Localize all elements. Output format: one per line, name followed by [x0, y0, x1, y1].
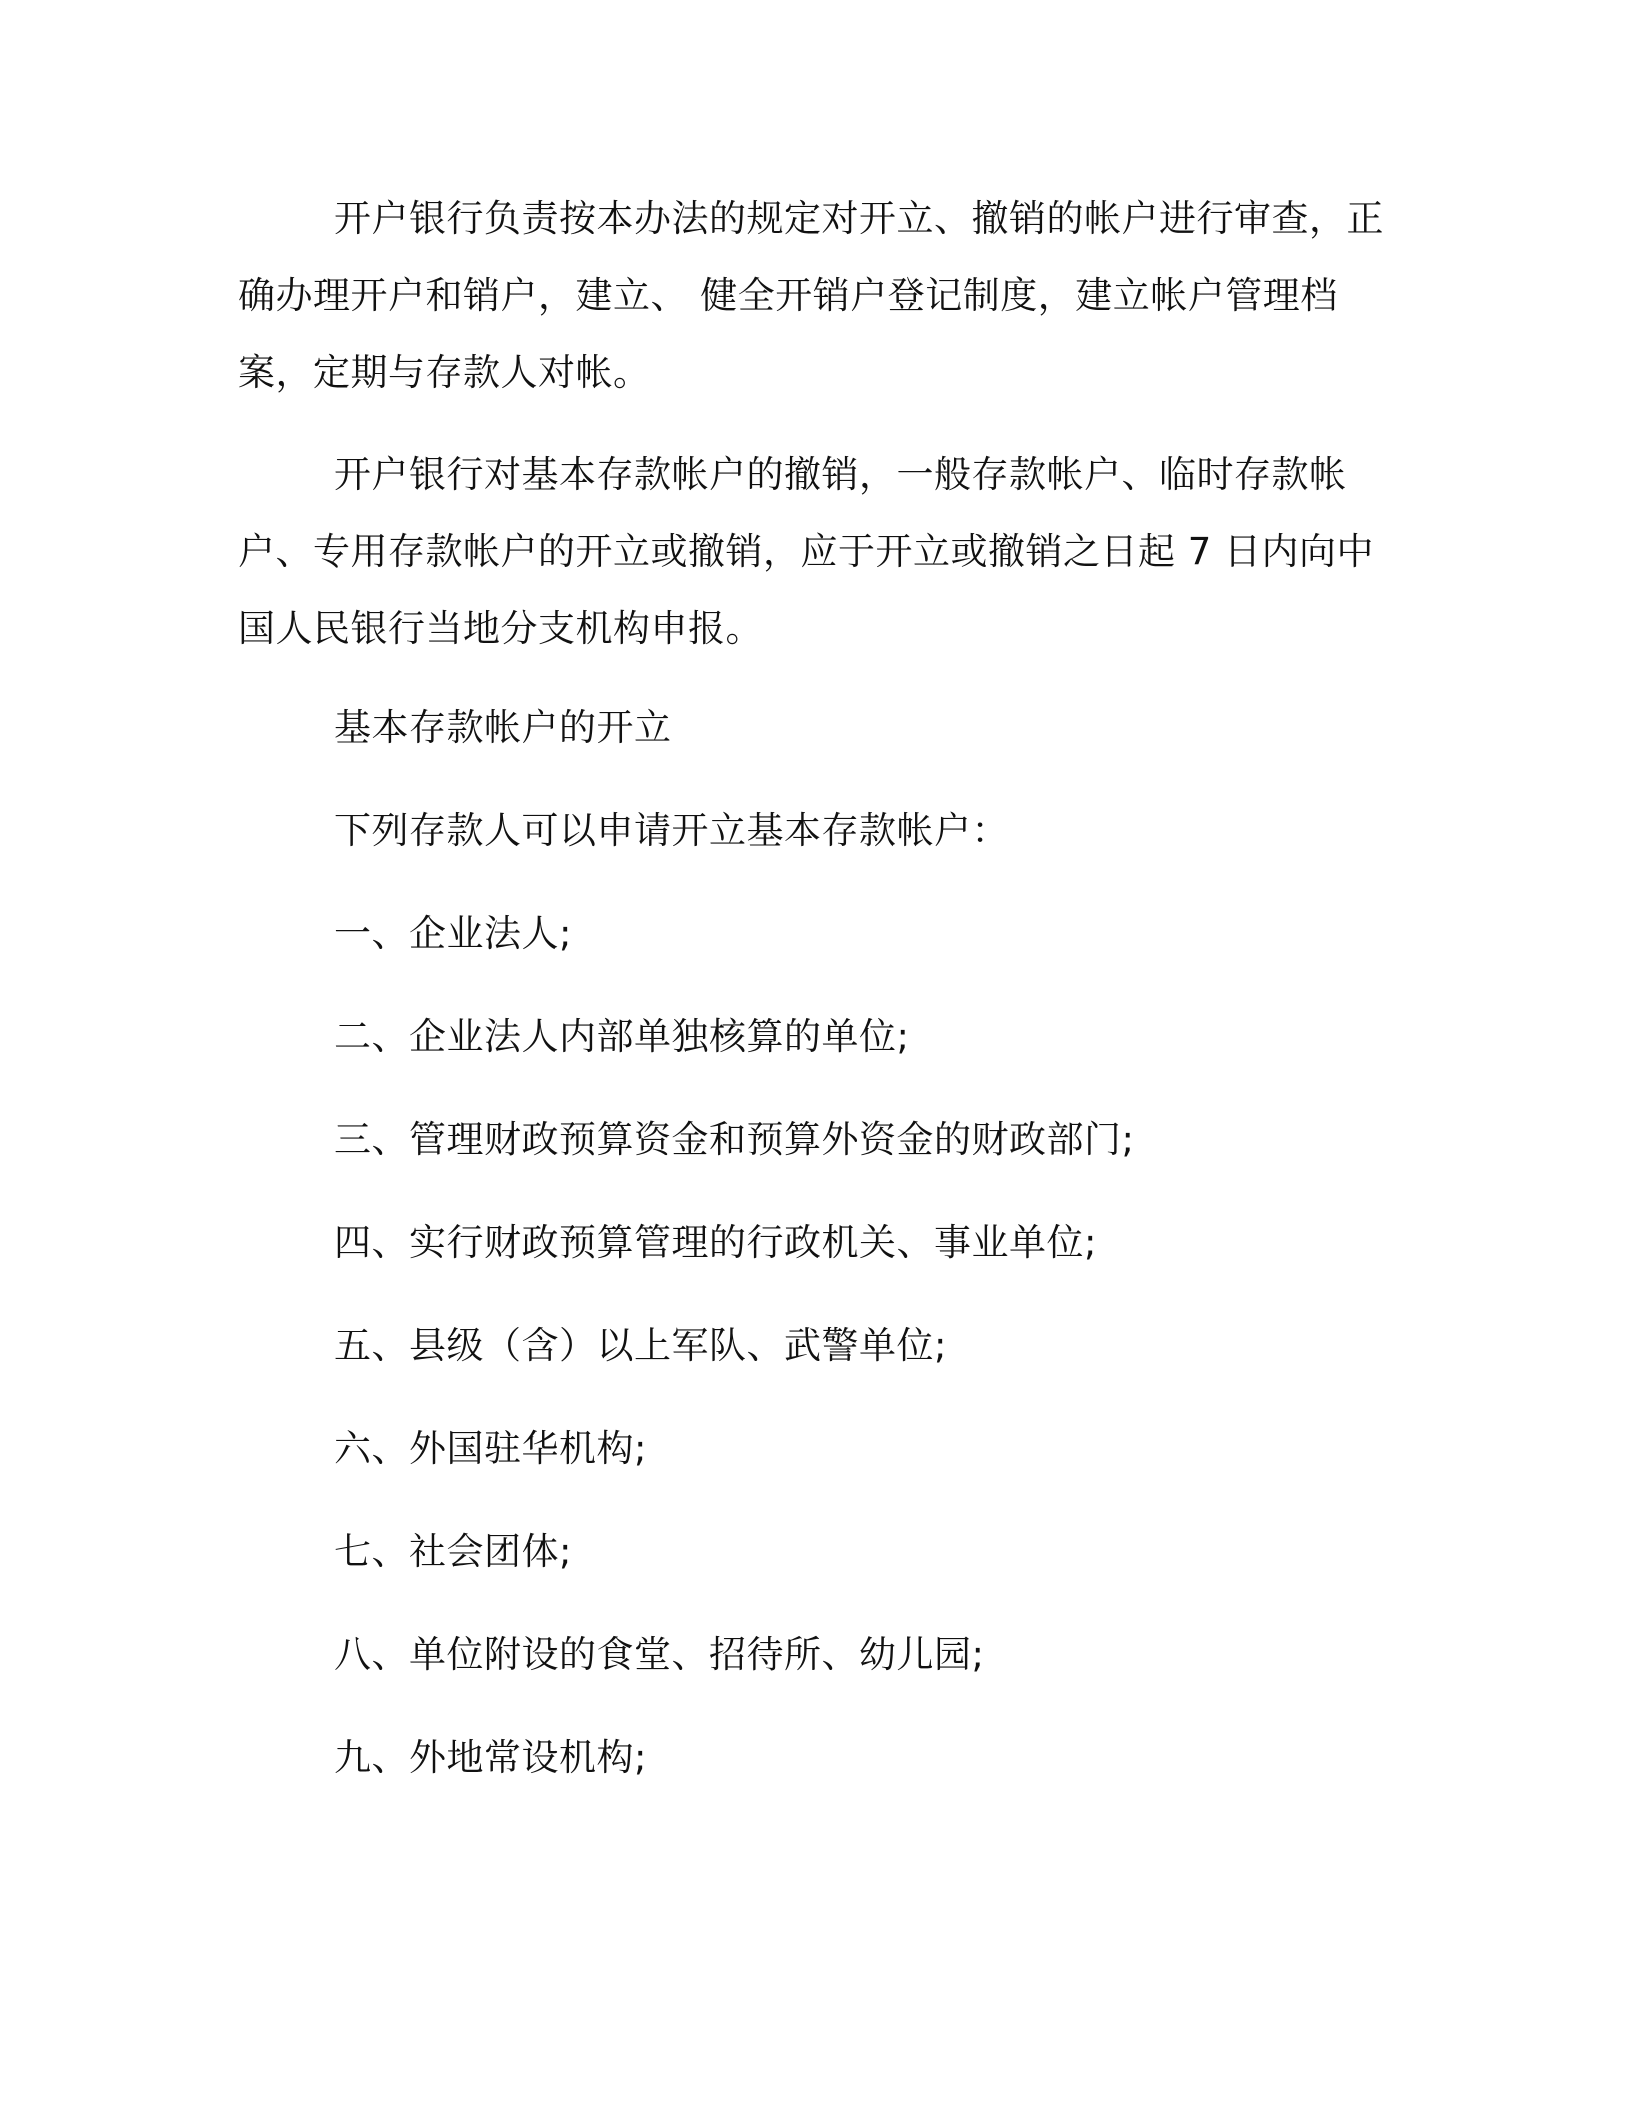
- list-item: 一、企业法人;: [334, 912, 572, 955]
- list-item: 二、企业法人内部单独核算的单位;: [334, 1015, 910, 1058]
- list-item: 五、县级（含）以上军队、武警单位;: [334, 1324, 947, 1367]
- list-item: 四、实行财政预算管理的行政机关、事业单位;: [334, 1221, 1097, 1264]
- paragraph-report-deadline: 开户银行对基本存款帐户的撤销，一般存款帐户、临时存款帐户、专用存款帐户的开立或撤销，应于开立或撤销之日起 7 日内向中国人民银行当地分支机构申报。: [238, 453, 1375, 650]
- list-item: 九、外地常设机构;: [334, 1736, 647, 1779]
- list-item: 三、管理财政预算资金和预算外资金的财政部门;: [334, 1118, 1135, 1161]
- section-heading: 基本存款帐户的开立: [334, 706, 672, 749]
- list-intro: 下列存款人可以申请开立基本存款帐户：: [334, 809, 1009, 852]
- list-item: 六、外国驻华机构;: [334, 1427, 647, 1470]
- list-item: 七、社会团体;: [334, 1530, 572, 1573]
- paragraph-account-review: 开户银行负责按本办法的规定对开立、撤销的帐户进行审查，正确办理开户和销户，建立、 健全开销户登记制度，建立帐户管理档案，定期与存款人对帐。: [238, 197, 1384, 394]
- list-item: 八、单位附设的食堂、招待所、幼儿园;: [334, 1633, 985, 1676]
